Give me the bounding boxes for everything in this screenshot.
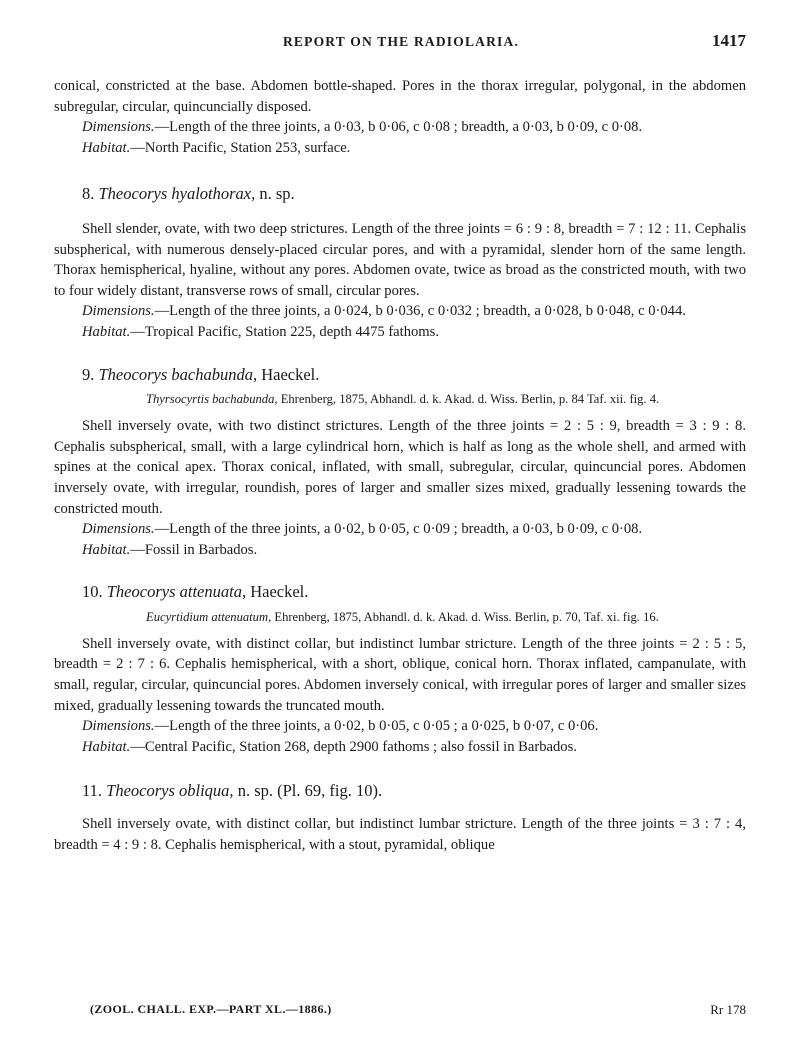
species-synonym-10 <box>54 609 746 626</box>
species-number: 9. <box>82 364 95 384</box>
page-footer <box>90 1002 746 1020</box>
habitat-text: —Central Pacific, Station 268, depth 2900 fathoms ; also fossil in Barbados. <box>130 738 577 755</box>
species-habitat-8 <box>54 322 746 343</box>
species-dimensions-9 <box>54 519 746 540</box>
species-description-9: Shell inversely ovate, with two distinct strictures. Length of the three joints = 2 : 5 : 9, breadth = 3 : 9 : 8. Cephalis subspherical, small, with a large cylindrical horn, which is half as long as the whole shell, and armed with spines at the conical apex. Thorax conical, inflated, with small, subregular, circular, quincuncial pores. Abdomen inversely ovate, with irregular, roundish, pores of larger and smaller sizes mixed, gradually lessening towards the constricted mouth. <box>54 418 746 517</box>
habitat-label: Habitat. <box>82 738 131 755</box>
species-heading-9 <box>54 365 746 386</box>
species-habitat-10 <box>54 737 746 758</box>
intro-habitat <box>54 138 746 159</box>
species-name: Theocorys obliqua, <box>106 781 234 801</box>
species-name: Theocorys bachabunda, <box>98 364 258 384</box>
dimensions-text: —Length of the three joints, a 0·03, b 0·06, c 0·08 ; breadth, a 0·03, b 0·09, c 0·08. <box>154 119 643 136</box>
species-number: 10. <box>82 582 103 602</box>
signature-mark: Rr 178 <box>710 1002 746 1017</box>
species-dimensions-8 <box>54 301 746 322</box>
species-name: Theocorys attenuata, <box>106 582 247 602</box>
synonym-name: Thyrsocyrtis bachabunda, <box>146 392 278 407</box>
dimensions-label: Dimensions. <box>82 521 155 538</box>
habitat-text: —North Pacific, Station 253, surface. <box>130 139 351 156</box>
running-title: REPORT ON THE RADIOLARIA. <box>282 34 520 49</box>
habitat-label: Habitat. <box>82 541 131 558</box>
species-heading-11 <box>54 781 746 802</box>
species-number: 11. <box>82 781 103 801</box>
species-description-10: Shell inversely ovate, with distinct collar, but indistinct lumbar stricture. Length of the three joints = 2 : 5 : 5, breadth = 2 : 7 : 6. Cephalis hemispherical, with a short, oblique, conical horn. Thorax inflated, campanulate, with small, regular, circular, quincuncial pores. Abdomen inversely conical, with irregular pores of larger and smaller sizes mixed, gradually lessening towards the truncated mouth. <box>54 635 746 714</box>
habitat-label: Habitat. <box>82 323 131 340</box>
dimensions-text: —Length of the three joints, a 0·024, b 0·036, c 0·032 ; breadth, a 0·028, b 0·048, c 0·044. <box>154 303 686 320</box>
dimensions-label: Dimensions. <box>82 718 155 735</box>
species-number: 8. <box>82 184 95 204</box>
species-name: Theocorys hyalothorax, <box>98 184 256 204</box>
species-author: n. sp. <box>259 184 295 204</box>
page-body <box>54 76 746 855</box>
species-author: Haeckel. <box>250 582 309 602</box>
habitat-label: Habitat. <box>82 139 131 156</box>
dimensions-label: Dimensions. <box>82 119 155 136</box>
dimensions-text: —Length of the three joints, a 0·02, b 0·05, c 0·05 ; a 0·025, b 0·07, c 0·06. <box>154 718 599 735</box>
dimensions-text: —Length of the three joints, a 0·02, b 0·05, c 0·09 ; breadth, a 0·03, b 0·09, c 0·08. <box>154 521 643 538</box>
synonym-name: Eucyrtidium attenuatum, <box>146 609 272 624</box>
species-dimensions-10 <box>54 716 746 737</box>
intro-paragraph: conical, constricted at the base. Abdomen bottle-shaped. Pores in the thorax irregular, polygonal, in the abdomen subregular, circular, quincuncially disposed. <box>54 78 746 115</box>
species-author: n. sp. (Pl. 69, fig. 10). <box>237 781 383 801</box>
habitat-text: —Tropical Pacific, Station 225, depth 4475 fathoms. <box>130 323 439 340</box>
dimensions-label: Dimensions. <box>82 303 155 320</box>
synonym-reference: Ehrenberg, 1875, Abhandl. d. k. Akad. d. Wiss. Berlin, p. 70, Taf. xi. fig. 16. <box>274 609 659 624</box>
species-heading-8 <box>54 184 746 205</box>
page-header <box>56 31 746 54</box>
footer-imprint: (ZOOL. CHALL. EXP.—PART XL.—1886.) <box>90 1002 332 1016</box>
species-habitat-9 <box>54 540 746 561</box>
species-description-11: Shell inversely ovate, with distinct collar, but indistinct lumbar stricture. Length of the three joints = 3 : 7 : 4, breadth = 4 : 9 : 8. Cephalis hemispherical, with a stout, pyramidal, oblique <box>54 816 746 853</box>
habitat-text: —Fossil in Barbados. <box>130 541 258 558</box>
species-description-8: Shell slender, ovate, with two deep strictures. Length of the three joints = 6 : 9 : 8, breadth = 7 : 12 : 11. Cephalis subspherical, with numerous densely-placed circular pores, and with a pyramidal, slender horn of the same length. Thorax hemispherical, hyaline, without any pores. Abdomen ovate, twice as broad as the constricted mouth, with two to four widely distant, transverse rows of small, circular pores. <box>54 220 746 299</box>
synonym-reference: Ehrenberg, 1875, Abhandl. d. k. Akad. d. Wiss. Berlin, p. 84 Taf. xii. fig. 4. <box>280 392 660 407</box>
species-heading-10 <box>54 582 746 603</box>
species-author: Haeckel. <box>261 364 320 384</box>
page-number: 1417 <box>712 31 746 50</box>
species-synonym-9 <box>54 391 746 408</box>
intro-dimensions <box>54 117 746 138</box>
